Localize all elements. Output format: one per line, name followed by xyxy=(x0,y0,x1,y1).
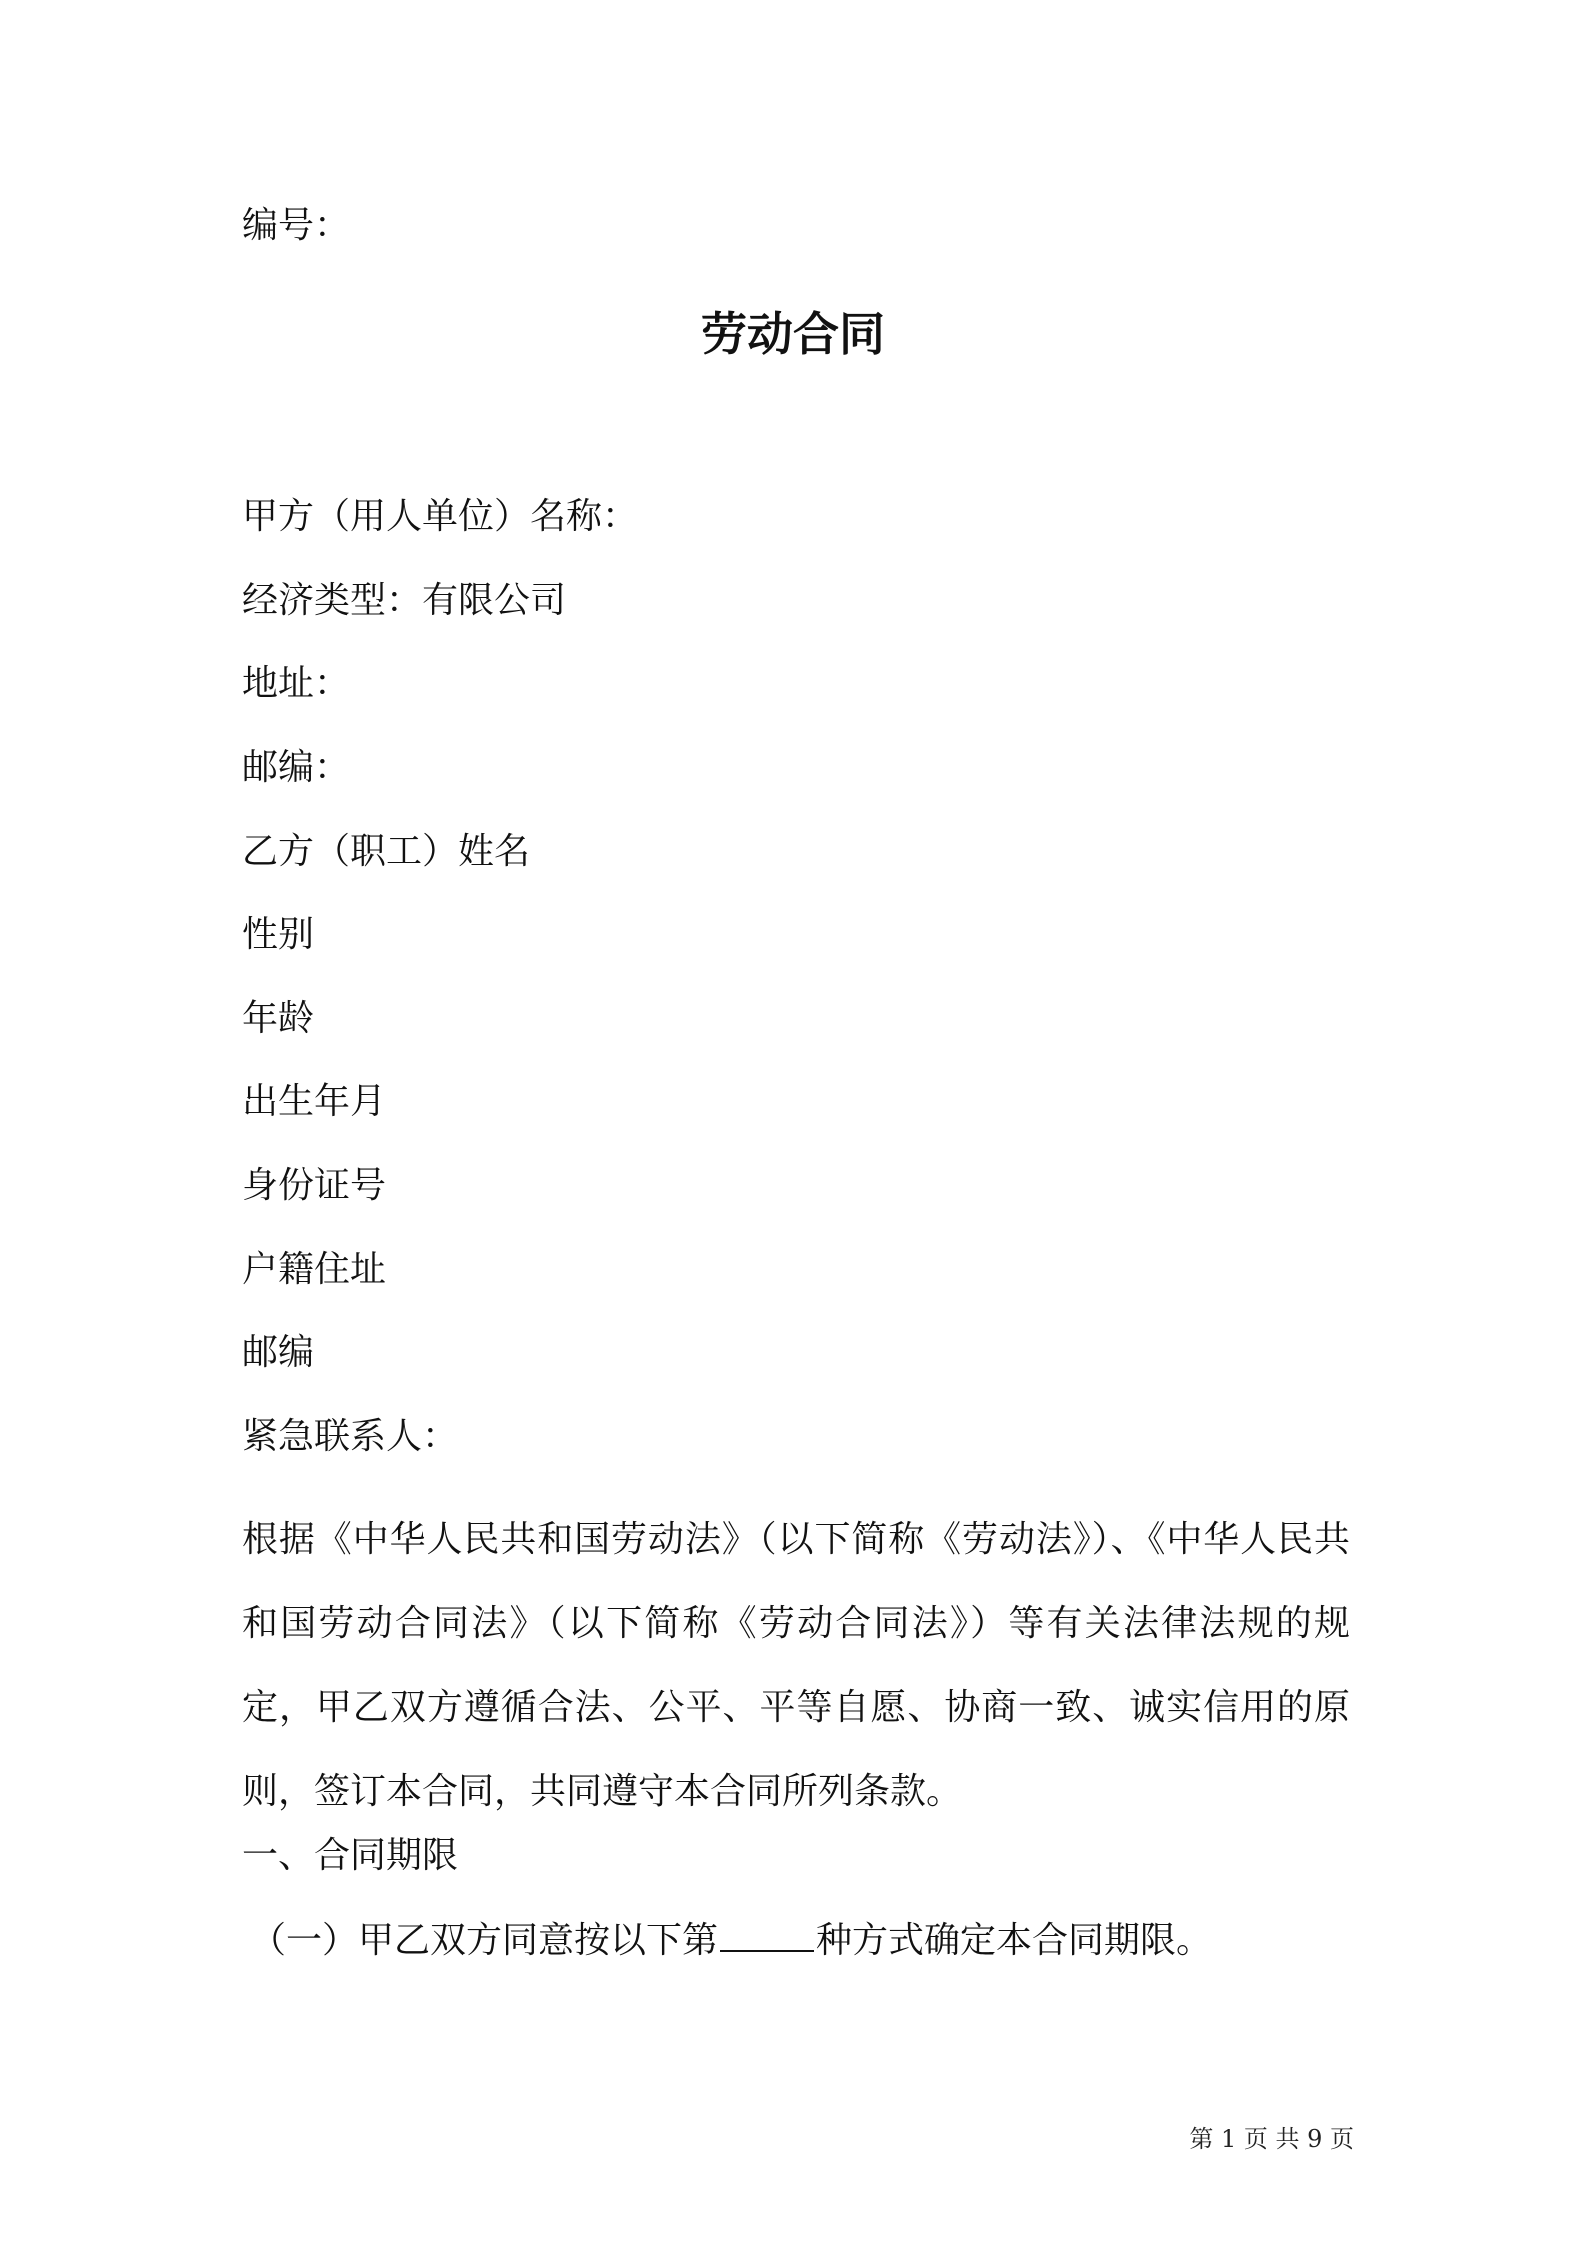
clause-1-text-after: 种方式确定本合同期限。 xyxy=(816,1920,1213,1961)
preamble-paragraph: 根据《中华人民共和国劳动法》（以下简称《劳动法》）、《中华人民共和国劳动合同法》（以下简称《劳动合同法》）等有关法律法规的规定，甲乙双方遵循合法、公平、平等自愿、协商一致、诚实信用的原则，签订本合同，共同遵守本合同所列条款。 xyxy=(242,1519,1350,1812)
party-a-name-label: 甲方（用人单位）名称： xyxy=(242,496,639,537)
contract-term-option-blank[interactable] xyxy=(720,1918,814,1952)
party-b-name-label: 乙方（职工）姓名 xyxy=(242,831,531,872)
clause-1-text-before: （一）甲乙双方同意按以下第 xyxy=(250,1920,719,1961)
clause-1-line xyxy=(250,1918,1212,1963)
residence-address-label: 户籍住址 xyxy=(242,1249,387,1290)
party-a-postcode-label: 邮编： xyxy=(242,747,351,788)
age-label: 年龄 xyxy=(242,998,315,1039)
birth-date-label: 出生年月 xyxy=(242,1081,387,1122)
page-number-footer: 第 1 页 共 9 页 xyxy=(1189,2125,1354,2153)
gender-label: 性别 xyxy=(242,914,315,955)
economic-type-line: 经济类型：有限公司 xyxy=(242,580,567,621)
party-a-address-label: 地址： xyxy=(242,663,351,704)
section-1-heading: 一、合同期限 xyxy=(242,1835,459,1876)
id-number-label: 身份证号 xyxy=(242,1165,387,1206)
party-b-postcode-label: 邮编 xyxy=(242,1332,315,1373)
emergency-contact-label: 紧急联系人： xyxy=(242,1416,459,1457)
contract-title: 劳动合同 xyxy=(701,307,885,361)
contract-number-label: 编号： xyxy=(242,205,351,246)
